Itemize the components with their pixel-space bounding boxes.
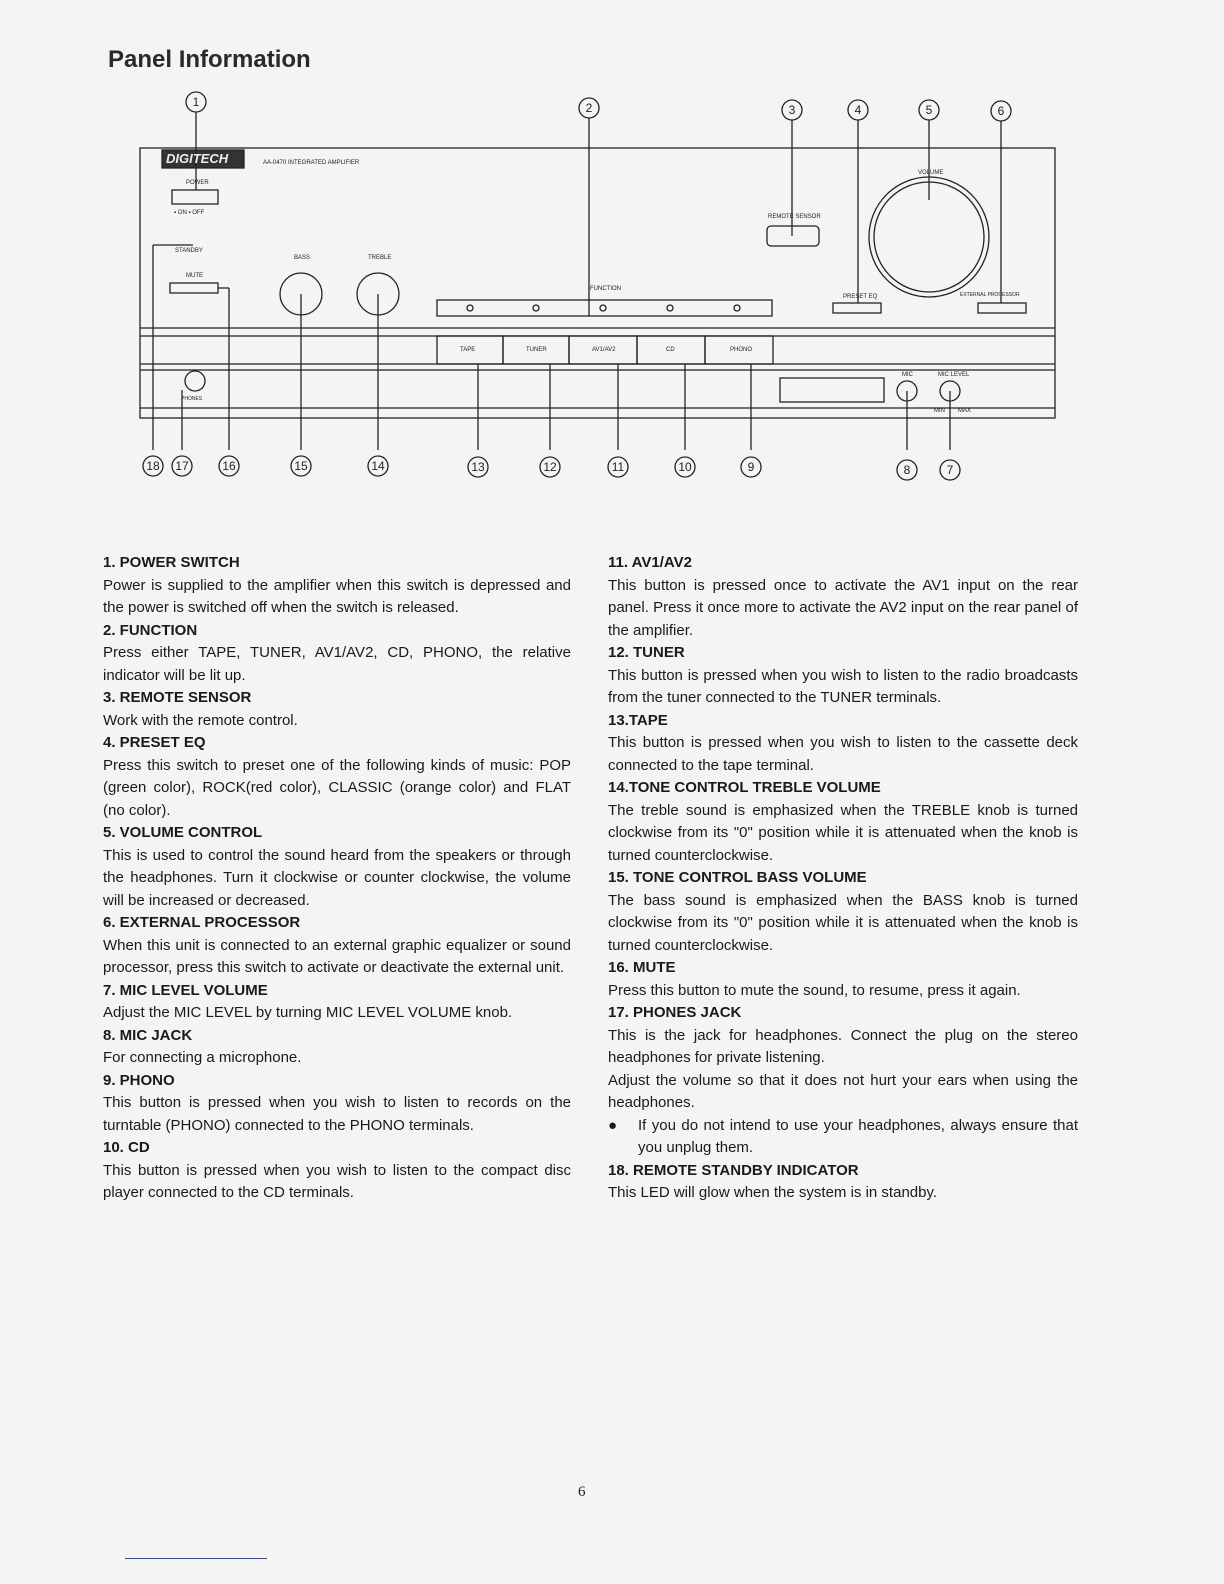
callout-number: 18 — [146, 459, 160, 473]
page-number: 6 — [578, 1484, 586, 1500]
callout-number: 2 — [585, 101, 593, 115]
svg-text:STANDBY: STANDBY — [175, 248, 203, 254]
section-heading: 5. VOLUME CONTROL — [103, 824, 263, 841]
section-body: This is the jack for headphones. Connect the plug on the stereo headphones for private listening. — [608, 1026, 1078, 1066]
display-window — [780, 378, 884, 402]
svg-text:FUNCTION: FUNCTION — [590, 286, 621, 292]
svg-text:POWER: POWER — [186, 180, 209, 186]
callout-number: 9 — [747, 460, 755, 474]
section-body: This button is pressed when you wish to listen to records on the turntable (PHONO) connected to the PHONO terminals. — [103, 1094, 571, 1134]
svg-text:TREBLE: TREBLE — [368, 255, 392, 261]
callout-number: 1 — [192, 95, 200, 109]
svg-text:audio: audio — [170, 171, 183, 177]
section-heading: 4. PRESET EQ — [103, 734, 206, 751]
section-heading: 11. AV1/AV2 — [608, 554, 692, 571]
callout-number: 16 — [222, 459, 236, 473]
callout-number: 6 — [997, 104, 1005, 118]
section-body: Adjust the volume so that it does not hurt your ears when using the headphones. — [608, 1071, 1078, 1111]
section-heading: 8. MIC JACK — [103, 1026, 193, 1044]
function-indicator-strip — [437, 300, 772, 316]
section-heading: 16. MUTE — [608, 959, 676, 976]
svg-text:PRESET EQ: PRESET EQ — [843, 294, 878, 300]
page-title: Panel Information — [108, 46, 311, 73]
phones-jack — [185, 371, 205, 391]
callout-number: 17 — [175, 459, 189, 473]
section-heading: 9. PHONO — [103, 1071, 175, 1089]
model-label: AA-0470 INTEGRATED AMPLIFIER — [263, 160, 360, 166]
section-heading: 14.TONE CONTROL TREBLE VOLUME — [608, 779, 881, 796]
callout-number: 15 — [294, 459, 308, 473]
footer-rule — [125, 1558, 267, 1559]
section-body: Work with the remote control. — [103, 711, 298, 729]
right-column — [608, 552, 1078, 1205]
callout-number: 14 — [371, 459, 385, 473]
svg-text:▪ ON ▪ OFF: ▪ ON ▪ OFF — [174, 210, 205, 216]
svg-text:EXTERNAL PROCESSOR: EXTERNAL PROCESSOR — [960, 292, 1020, 298]
svg-text:TUNER: TUNER — [526, 347, 547, 353]
svg-text:MIC LEVEL: MIC LEVEL — [938, 372, 970, 378]
left-column — [103, 552, 571, 1205]
preset-eq-button — [833, 303, 881, 313]
section-heading: 10. CD — [103, 1139, 150, 1156]
section-body: This LED will glow when the system is in standby. — [608, 1184, 938, 1201]
section-heading: 1. POWER SWITCH — [103, 554, 240, 571]
section-heading: 13.TAPE — [608, 711, 668, 729]
svg-text:MIC: MIC — [902, 372, 913, 378]
external-processor-button — [978, 303, 1026, 313]
callout-number: 4 — [854, 103, 862, 117]
section-heading: 18. REMOTE STANDBY INDICATOR — [608, 1161, 859, 1179]
section-body: When this unit is connected to an external graphic equalizer or sound processor, press this switch to activate or deactivate the external unit. — [103, 936, 571, 976]
svg-text:MIN: MIN — [934, 408, 945, 414]
section-heading: 6. EXTERNAL PROCESSOR — [103, 914, 301, 931]
section-heading: 17. PHONES JACK — [608, 1004, 742, 1021]
svg-text:VOLUME: VOLUME — [918, 170, 944, 176]
svg-text:REMOTE SENSOR: REMOTE SENSOR — [768, 214, 821, 220]
remote-sensor — [767, 226, 819, 246]
svg-text:MUTE: MUTE — [186, 273, 203, 279]
svg-text:MAX: MAX — [958, 408, 972, 414]
front-panel-diagram — [0, 0, 1224, 500]
brand-name: DIGITECH — [166, 151, 229, 166]
svg-text:PHONO: PHONO — [730, 347, 753, 353]
section-body: Adjust the MIC LEVEL by turning MIC LEVEL VOLUME knob. — [103, 1004, 513, 1021]
callout-number: 13 — [471, 460, 485, 474]
section-heading: 2. FUNCTION — [103, 621, 198, 639]
section-heading: 15. TONE CONTROL BASS VOLUME — [608, 869, 867, 886]
callout-number: 10 — [678, 460, 692, 474]
section-heading: 3. REMOTE SENSOR — [103, 689, 252, 706]
callout-number: 11 — [611, 460, 625, 474]
callout-number: 8 — [903, 463, 911, 477]
section-body: Power is supplied to the amplifier when this switch is depressed and the power is switched off when the switch is released. — [103, 576, 571, 616]
callout-number: 3 — [788, 103, 796, 117]
section-heading: 12. TUNER — [608, 644, 685, 661]
svg-text:PHONES: PHONES — [181, 396, 203, 402]
svg-text:AV1/AV2: AV1/AV2 — [592, 347, 616, 353]
section-heading: 7. MIC LEVEL VOLUME — [103, 981, 268, 999]
section-body: Press either TAPE, TUNER, AV1/AV2, CD, PHONO, the relative indicator will be lit up. — [103, 644, 571, 684]
bullet-item: ● If you do not intend to use your headphones, always ensure that you unplug them. — [608, 1115, 1078, 1160]
callout-number: 7 — [946, 463, 954, 477]
power-switch — [172, 190, 218, 204]
section-body: This button is pressed once to activate the AV1 input on the rear panel. Press it once more to activate the AV2 input on the rear panel of the amplifier. — [608, 576, 1078, 639]
section-body: The bass sound is emphasized when the BASS knob is turned clockwise from its "0" position while it is attenuated when the knob is turned counterclockwise. — [608, 891, 1078, 954]
section-body: For connecting a microphone. — [103, 1049, 302, 1066]
section-body: This button is pressed when you wish to listen to the radio broadcasts from the tuner connected to the TUNER terminals. — [608, 666, 1078, 706]
section-body: This button is pressed when you wish to listen to the compact disc player connected to the CD terminals. — [103, 1161, 571, 1201]
svg-text:CD: CD — [666, 347, 675, 353]
amplifier-front-panel — [140, 148, 1055, 418]
svg-text:TAPE: TAPE — [460, 347, 476, 353]
svg-text:BASS: BASS — [294, 255, 311, 261]
section-body: Press this button to mute the sound, to resume, press it again. — [608, 981, 1021, 999]
mute-button — [170, 283, 218, 293]
section-body: This button is pressed when you wish to listen to the cassette deck connected to the tape terminal. — [608, 734, 1078, 774]
callout-number: 5 — [925, 103, 933, 117]
section-body: Press this switch to preset one of the following kinds of music: POP (green color), ROCK(red color), CLASSIC (orange color) and FLAT (no color). — [103, 756, 571, 819]
callout-number: 12 — [543, 460, 557, 474]
bullet-icon: ● — [608, 1116, 618, 1134]
section-body: The treble sound is emphasized when the TREBLE knob is turned clockwise from its "0" position while it is attenuated when the knob is turned counterclockwise. — [608, 801, 1078, 864]
section-body: This is used to control the sound heard from the speakers or through the headphones. Turn it clockwise or counter clockwise, the volume will be increased or decreased. — [103, 846, 571, 909]
